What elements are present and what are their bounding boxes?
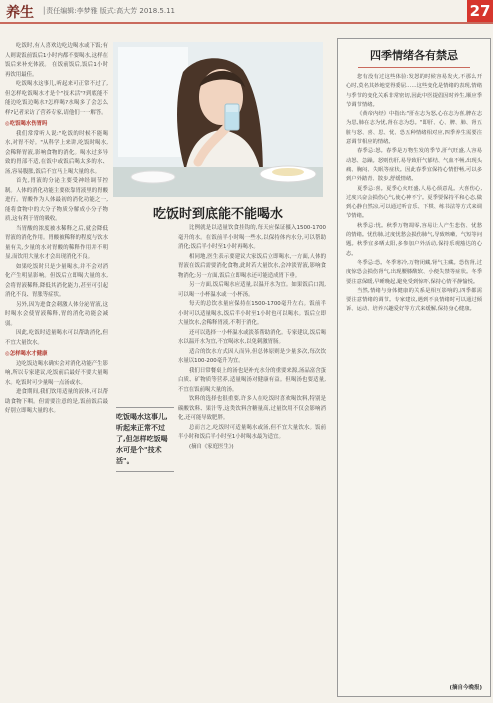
sidebar-source: (摘自今晚报) (449, 685, 482, 691)
subheading: ◎怎样喝水才健康 (5, 351, 48, 357)
paragraph: 吃饭喝水这事儿,听起来可正常不过了,但怎样吃饭喝水才是个"技术活"?到底能不能边吃饭边喝水?怎样喝?水喝多了会怎么样?记者采访了营养专家,请他们一一解答。 (5, 81, 108, 116)
page-number: 27 (467, 0, 493, 22)
article-column-middle (178, 224, 326, 697)
editor-meta: │责任编辑:李梦雅 版式:高大芳 2018.5.11 (42, 7, 176, 15)
paragraph: 秋季忌:忧。秋季万物凋零,容易让人产生悲伤、忧愁的情绪。忧伤肺,过度忧愁会损伤肺气,导致咳嗽、气短等问题。秋季宜多晒太阳,多参加户外活动,保持乐观豁达的心态。 (346, 222, 482, 257)
paragraph: 饮料的选择也很重要,许多人在吃饭时喜欢喝饮料,特别是碳酸饮料、果汁等,这类饮料含糖量高,过量饮用不仅会影响消化,还可能导致肥胖。 (178, 396, 326, 421)
pull-quote: 吃饭喝水这事儿,听起来正常不过了,但怎样吃饭喝水可是个"技术活"。 (116, 407, 174, 472)
paragraph: 当胃酸的浓度被水稀释之后,就会降低胃液的消化作用。胃酸被稀释的程度与饮水量有关,少量的水对胃酸的稀释作用并不明显,而饮用大量水才会出现消化不良。 (5, 225, 108, 260)
paragraph: 另一方面,饭后喝水应适量,以温开水为宜。如果饭后口渴,可以喝一小杯温水或一小杯汤。 (178, 282, 326, 298)
sidebar-box (337, 38, 491, 697)
title-divider (358, 67, 470, 68)
paragraph: 当然,情绪与身体健康的关系是相互影响的,四季都需要注意情绪的调节。专家建议,遇到不良情绪时可以通过倾诉、运动、培养兴趣爱好等方式来缓解,保持身心健康。 (346, 287, 482, 313)
paragraph: 另外,因为进食会刺激人体分泌胃液,这时喝水会使胃液稀释,胃的消化功能会减弱。 (5, 301, 108, 327)
paragraph: 《黄帝内经》中指出:"肝在志为怒,心在志为喜,脾在志为思,肺在志为忧,肾在志为恐。"即肝、心、脾、肺、肾五脏与怒、喜、思、忧、恐五种情绪相对应,四季养生需要注意调节相应的情绪。 (346, 111, 482, 146)
paragraph: 我们常常听人说:"吃饭的时候不能喝水,对胃不好。"从科学上来讲,吃饭时喝水,会稀释胃液,影响食物的消化。喝水过多导致的胃部不适,在饭中或饭后喝太多的水、汤,容易腹胀,饭后不宜马上喝大量的水。 (5, 130, 108, 175)
paragraph: 边吃饭边喝水确实会对消化功能产生影响,所以专家建议,吃饭前后最好不要大量喝水。吃饭时可少量喝一点汤或水。 (5, 360, 108, 386)
paragraph: 吃饭时,有人喜欢边吃边喝水或下饭;有人则说饭前饭后1小时内都不要喝水,这样在饭后来补充体液。 在饭前饭后,饭后1小时再饮用最佳。 (5, 43, 108, 78)
paragraph: 首先,胃液的分泌主要受神经调节控制。人体的消化功能主要依靠胃液里的胃酸进行。胃酸作为人体最初的消化功能之一,能将食物中的大分子物质分解成小分子物质,这有利于胃的吸收。 (5, 178, 108, 222)
sidebar-body (346, 73, 482, 683)
page-header (0, 0, 493, 24)
article-illustration (113, 42, 323, 197)
section-title: 养生 (6, 5, 34, 21)
paragraph: 比例就是以适量饮食挂钩的,每天应保证摄入1500-1700毫升的水。在饭前半小时喝一些水,以保持体内水分,可以帮助消化;饭后半小时至1小时再喝水。 (178, 225, 326, 250)
paragraph: 您有没有过这些体验:发怒的时候容易发火,不那么开心时,莫名其妙地觉得委屈……这些变化是情绪的表现,情绪与季节的变化关系非常密切,因此中医提倡因时养生,顺应季节调节情绪。 (346, 74, 482, 108)
sidebar-title: 四季情绪各有禁忌 (370, 49, 458, 62)
subheading: ◎吃饭喝水伤胃吗 (5, 121, 48, 127)
paragraph: 我们日常餐桌上的汤也是补充水分的重要来源,汤品富含蛋白质、矿物质等营养,适量喝汤对健康有益。但喝汤也要适量,不宜在饭前喝大量的汤。 (178, 367, 326, 393)
paragraph: 如果吃饭时只是少量喝水,并不会对消化产生明显影响。但饭后立即喝大量的水,会将胃液稀释,降低其消化能力,甚至可引起消化不良、胃胀等症状。 (5, 263, 108, 298)
article-title: 吃饭时到底能不能喝水 (152, 207, 283, 222)
paragraph: 相同地,医生表示要建议大家饭后立即喝水,一方面,人体的胃液在饭后需要消化食物,此时若大量饮水,会冲淡胃液,影响食物消化;另一方面,饭后立即喝水还可能造成胃下垂。 (178, 253, 326, 279)
paragraph: 总而言之,吃饭时可适量喝水或汤,但不宜大量饮水。饭前半小时和饭后半小时至1小时喝水最为适宜。 (178, 424, 326, 440)
paragraph: 冬季忌:恐。冬季寒冷,万物闭藏,肾气主藏。恐伤肾,过度惊恐会损伤肾气,出现腰膝酸软、小便失禁等症状。冬季要注意保暖,早睡晚起,避免受到惊吓,保持心情平静愉悦。 (346, 259, 482, 285)
paragraph: 进食期间,我们饮用适量的液体,可以帮助食物下咽。但需要注意的是,饭前饭后最好别立即喝大量的水。 (5, 389, 108, 414)
paragraph: (摘自《家庭医生》) (189, 443, 234, 450)
paragraph: 夏季忌:喜。夏季心火旺盛,人易心烦意乱。大喜伤心,过度兴奋会损伤心气,使心神不宁。夏季要保持平和心态,做到心静自然凉,可以通过听音乐、下棋、练书法等方式来调节情绪。 (346, 185, 482, 220)
paragraph: 适合的饮水方式因人而异,但总体原则是少量多次,每次饮水量以100-200毫升为宜。 (178, 348, 326, 364)
article-column-left (5, 42, 108, 697)
paragraph: 还可以选择一小杯温水或淡茶帮助消化。专家建议,饭后喝水以温开水为宜,不宜喝冰水,以免刺激胃肠。 (178, 329, 326, 345)
woman-drinking-water-image (113, 42, 323, 197)
paragraph: 因此,吃饭时适量喝水可以帮助消化,但不宜大量饮水。 (5, 330, 108, 346)
paragraph: 春季忌:怒。春季是万物生发的季节,肝气旺盛,人容易动怒、急躁。怒则伤肝,易导致肝气郁结、气血不畅,出现头痛、胸闷、失眠等症状。因此春季宜保持心情舒畅,可以多到户外踏青、散步,舒缓情绪。 (346, 148, 482, 183)
paragraph: 每天的总饮水量应保持在1500-1700毫升左右。饭前半小时可以适量喝水,饭后半小时至1小时也可以喝水。饭后立即大量饮水,会稀释胃液,不利于消化。 (178, 301, 326, 326)
